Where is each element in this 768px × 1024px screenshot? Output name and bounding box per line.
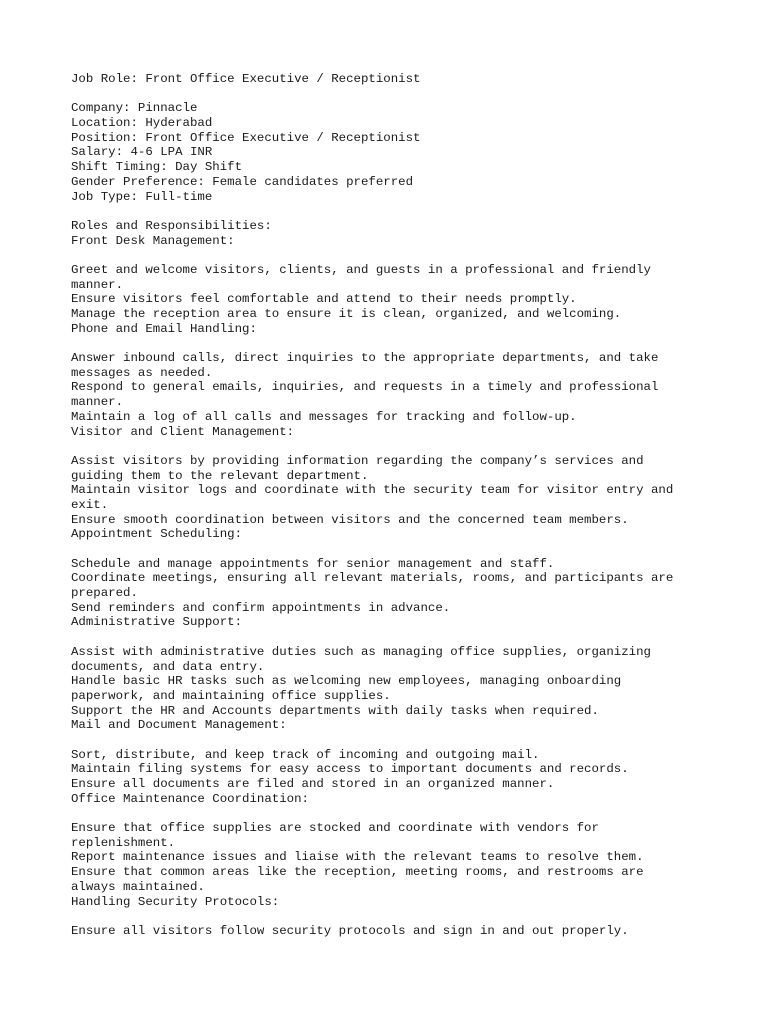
section-line: Ensure that common areas like the reception, meeting rooms, and restrooms are: [71, 865, 644, 880]
section-line: Schedule and manage appointments for senior management and staff.: [71, 556, 555, 571]
section-line: messages as needed.: [71, 365, 213, 380]
roles-heading: Roles and Responsibilities:: [71, 218, 272, 233]
section-line: Send reminders and confirm appointments in advance.: [71, 600, 451, 615]
detail-gender-preference: Gender Preference: Female candidates preferred: [71, 174, 414, 189]
responsibility-section: [71, 527, 718, 615]
section-line: paperwork, and maintaining office supplies.: [71, 688, 391, 703]
blank-line: [71, 542, 718, 557]
section-heading: Visitor and Client Management:: [71, 424, 295, 439]
section-line: Assist with administrative duties such as managing office supplies, organizing: [71, 644, 651, 659]
responsibility-section: [71, 895, 718, 939]
section-line: manner.: [71, 277, 124, 292]
section-heading: Office Maintenance Coordination:: [71, 791, 309, 806]
section-heading: Handling Security Protocols:: [71, 894, 280, 909]
blank-line: [71, 733, 718, 748]
responsibility-section: [71, 792, 718, 895]
section-line: Coordinate meetings, ensuring all relevant materials, rooms, and participants are: [71, 571, 674, 586]
section-heading: Mail and Document Management:: [71, 718, 287, 733]
responsibility-sections: [71, 234, 718, 939]
blank-line: [71, 630, 718, 645]
section-line: Ensure that office supplies are stocked and coordinate with vendors for: [71, 821, 599, 836]
job-role-line: Job Role: Front Office Executive / Receptionist: [71, 72, 421, 86]
section-line: Assist visitors by providing information regarding the company’s services and: [71, 453, 644, 468]
section-line: Respond to general emails, inquiries, and requests in a timely and professional: [71, 380, 659, 395]
responsibility-section: [71, 615, 718, 718]
responsibility-section: [71, 234, 718, 322]
blank-line: [71, 248, 718, 263]
section-line: exit.: [71, 497, 109, 512]
section-line: Ensure visitors feel comfortable and attend to their needs promptly.: [71, 292, 577, 307]
blank-line: [71, 87, 718, 102]
detail-position: Position: Front Office Executive / Receptionist: [71, 130, 421, 145]
section-line: always maintained.: [71, 879, 205, 894]
detail-shift-timing: Shift Timing: Day Shift: [71, 160, 243, 175]
responsibility-section: [71, 425, 718, 528]
section-line: Greet and welcome visitors, clients, and guests in a professional and friendly: [71, 262, 651, 277]
detail-job-type: Job Type: Full-time: [71, 189, 213, 204]
section-line: replenishment.: [71, 835, 176, 850]
section-line: manner.: [71, 395, 124, 410]
section-line: Support the HR and Accounts departments with daily tasks when required.: [71, 703, 599, 718]
section-line: Report maintenance issues and liaise with the relevant teams to resolve them.: [71, 850, 644, 865]
section-line: Maintain filing systems for easy access to important documents and records.: [71, 762, 629, 777]
section-line: Handle basic HR tasks such as welcoming new employees, managing onboarding: [71, 674, 622, 689]
document-body: [71, 72, 718, 939]
section-line: documents, and data entry.: [71, 659, 265, 674]
job-details: [71, 101, 718, 204]
section-heading: Administrative Support:: [71, 615, 243, 630]
blank-line: [71, 806, 718, 821]
section-line: Answer inbound calls, direct inquiries to the appropriate departments, and take: [71, 351, 659, 366]
detail-location: Location: Hyderabad: [71, 116, 213, 131]
section-line: Maintain visitor logs and coordinate with the security team for visitor entry and: [71, 483, 674, 498]
blank-line: [71, 909, 718, 924]
section-line: Ensure all documents are filed and stored in an organized manner.: [71, 777, 555, 791]
blank-line: [71, 336, 718, 351]
section-line: Ensure smooth coordination between visitors and the concerned team members.: [71, 512, 629, 527]
detail-salary: Salary: 4-6 LPA INR: [71, 145, 213, 160]
section-heading: Front Desk Management:: [71, 233, 235, 248]
section-line: Sort, distribute, and keep track of incoming and outgoing mail.: [71, 747, 540, 762]
responsibility-section: [71, 322, 718, 425]
section-line: guiding them to the relevant department.: [71, 468, 369, 483]
blank-line: [71, 439, 718, 454]
section-line: Ensure all visitors follow security protocols and sign in and out properly.: [71, 923, 629, 938]
section-line: Manage the reception area to ensure it is clean, organized, and welcoming.: [71, 307, 622, 321]
section-line: prepared.: [71, 586, 138, 601]
section-heading: Appointment Scheduling:: [71, 527, 243, 542]
section-line: Maintain a log of all calls and messages for tracking and follow-up.: [71, 409, 577, 424]
blank-line: [71, 204, 718, 219]
section-heading: Phone and Email Handling:: [71, 321, 257, 336]
responsibility-section: [71, 718, 718, 791]
detail-company: Company: Pinnacle: [71, 101, 198, 116]
